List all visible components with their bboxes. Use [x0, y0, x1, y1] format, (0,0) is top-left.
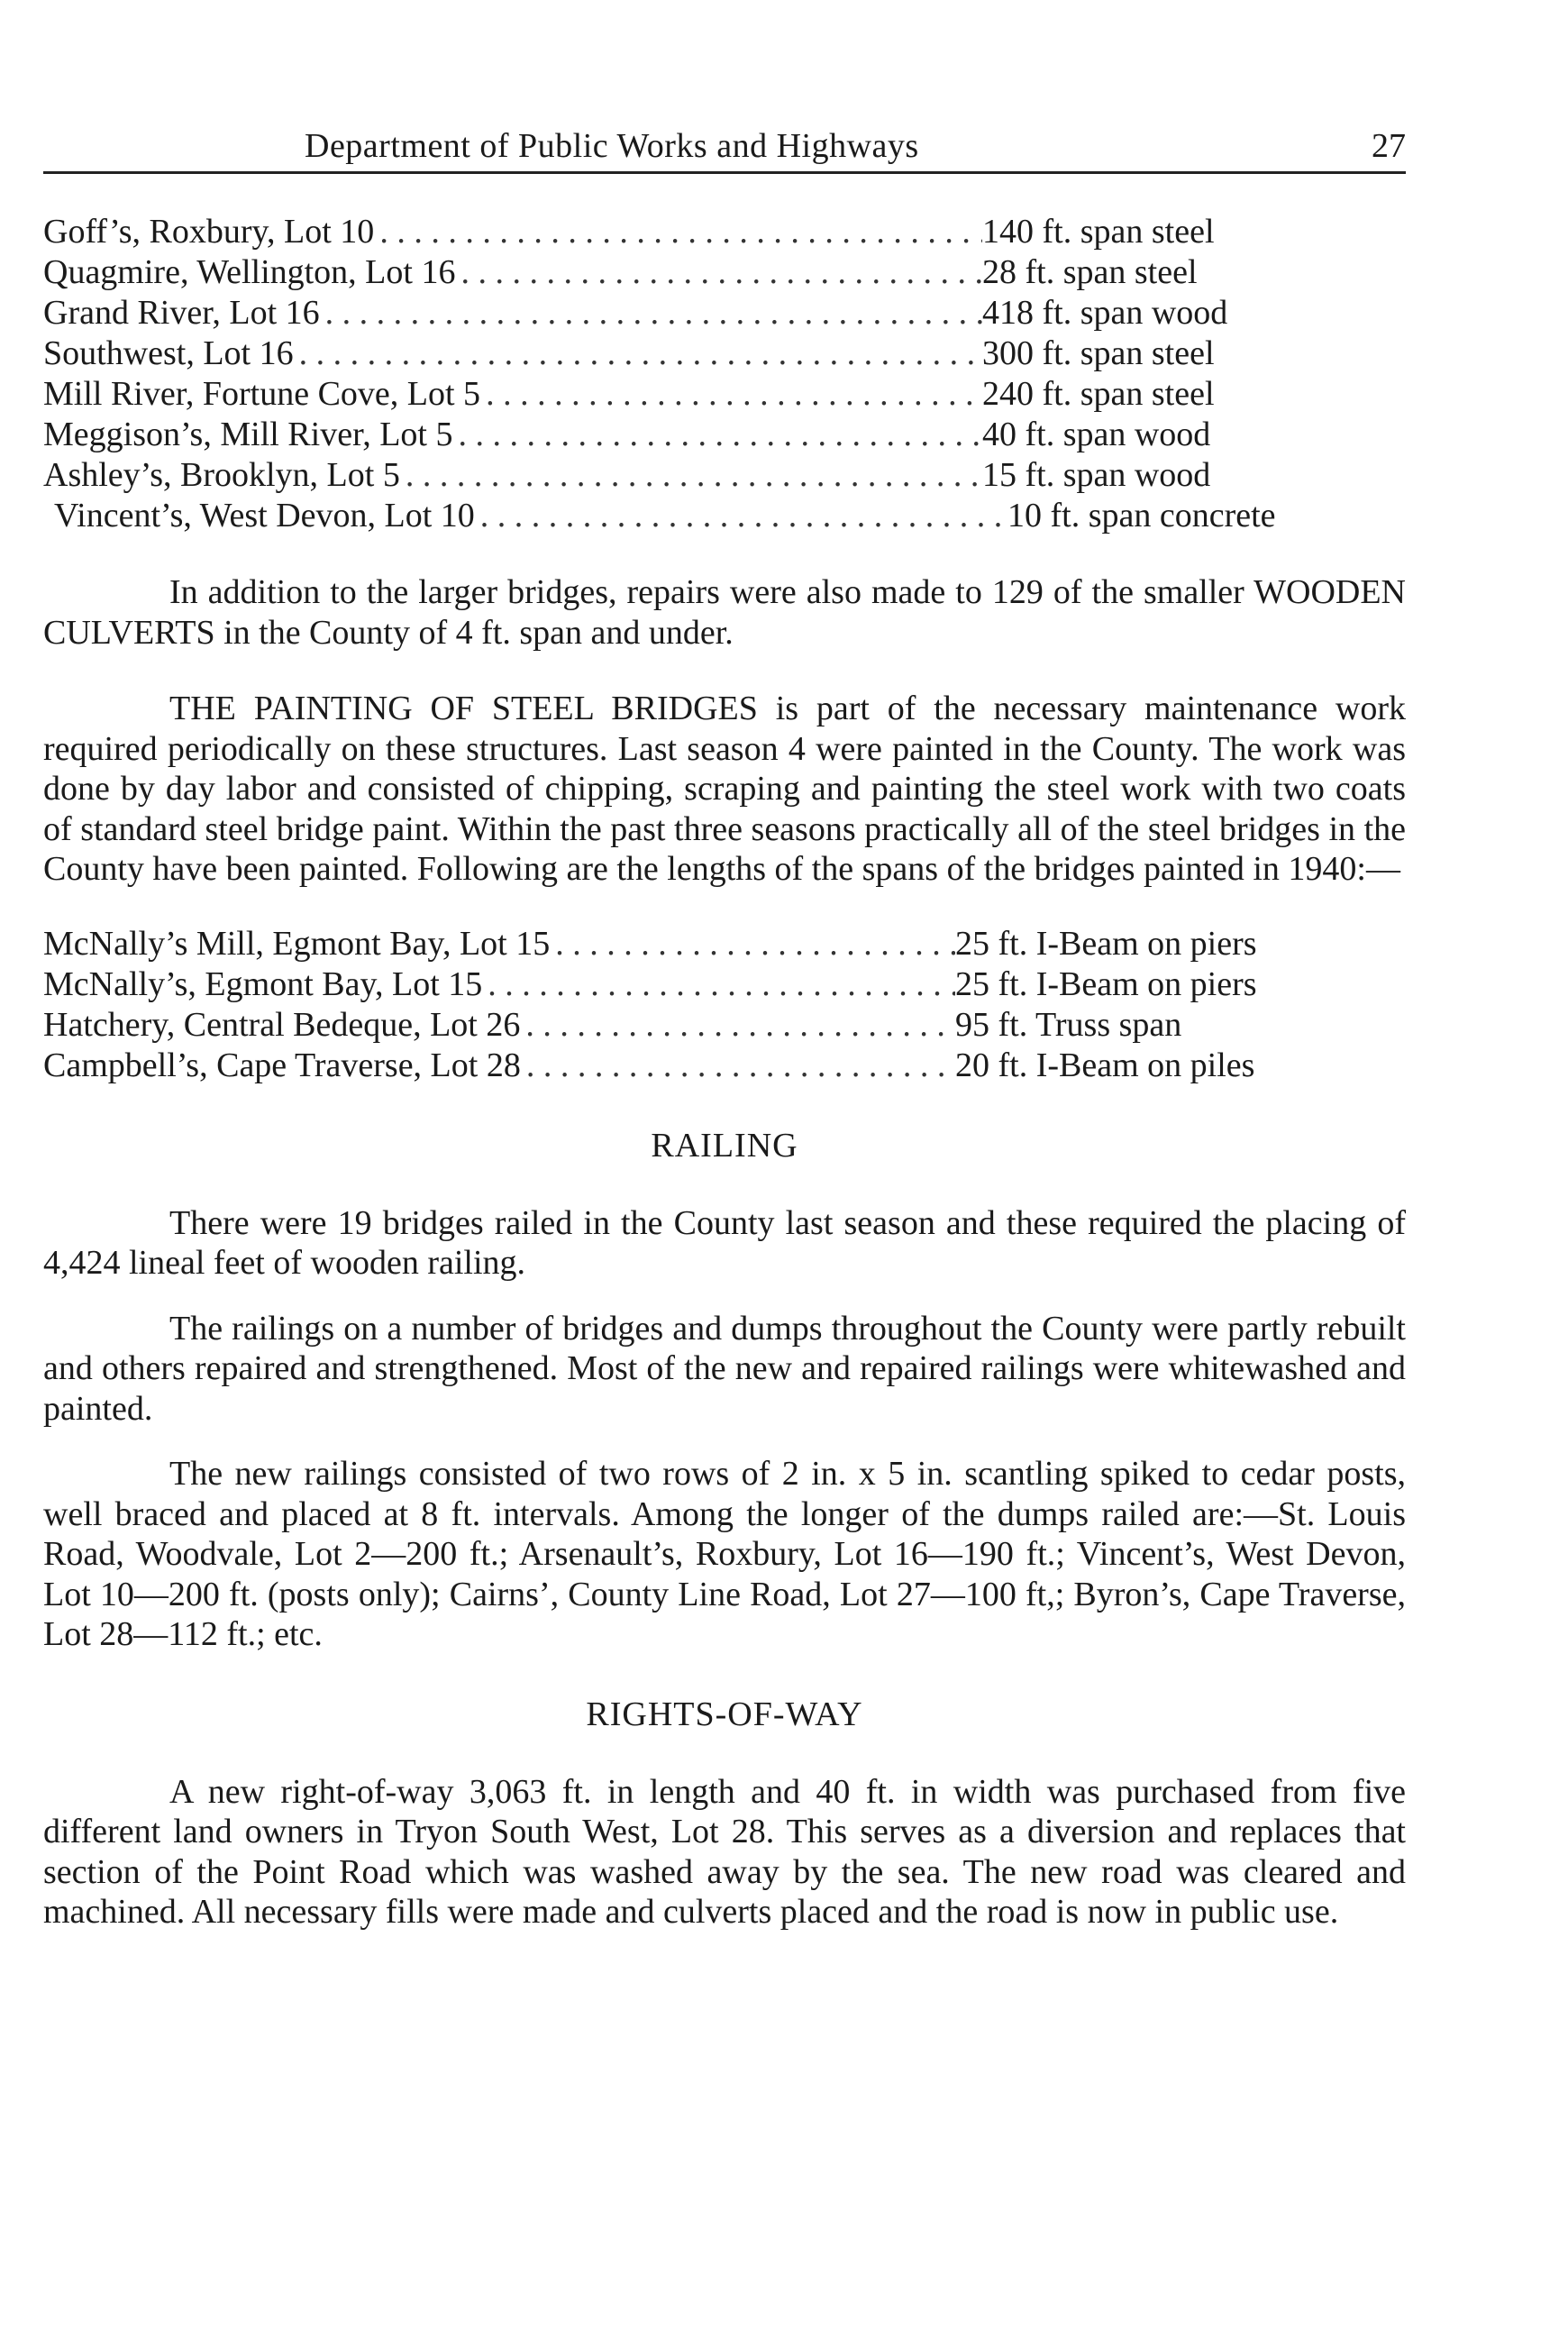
bridge-span: 418 ft. span wood [982, 294, 1228, 332]
bridge-span: 40 ft. span wood [982, 416, 1211, 453]
railing-paragraph-2: The railings on a number of bridges and dumps throughout the County were partly rebuilt and others repaired and strengthened. Most of the new and repaired railings were whitewashed and painted. [43, 1309, 1406, 1428]
railing-paragraph-3: The new railings consisted of two rows of 2 in. x 5 in. scantling spiked to cedar posts, well braced and placed at 8 ft. intervals. Among the longer of the dumps railed are:—St. Louis Road, Woodvale, Lot 2—200 ft.; Arsenault’s, Roxbury, Lot 16—190 ft.; Vincent’s, West Devon, Lot 10—200 ft. (posts only); Cairns’, County Line Road, Lot 27—100 ft,; Byron’s, Cape Traverse, Lot 28—112 ft.; etc. [43, 1455, 1406, 1653]
bridge-span: 140 ft. span steel [982, 213, 1215, 251]
bridge-span: 10 ft. span concrete [1007, 497, 1276, 535]
running-header [43, 117, 1406, 174]
list-item [43, 1005, 1406, 1046]
bridge-name: Hatchery, Central Bedeque, Lot 26 [43, 1005, 521, 1044]
list-item [43, 455, 1406, 496]
bridge-span: 240 ft. span steel [982, 375, 1215, 413]
painted-bridge-list [43, 924, 1406, 1086]
list-item [43, 293, 1406, 334]
bridge-name: Goff’s, Roxbury, Lot 10 [43, 213, 375, 251]
railing-heading: RAILING [651, 1126, 798, 1165]
bridge-span: 300 ft. span steel [982, 334, 1215, 372]
bridge-list [43, 212, 1406, 536]
railing-paragraph-1: There were 19 bridges railed in the County last season and these required the placing of 4,424 lineal feet of wooden railing. [43, 1203, 1406, 1282]
list-item [43, 415, 1406, 455]
list-item [43, 334, 1406, 374]
list-item [43, 1046, 1406, 1086]
rights-of-way-paragraph: A new right-of-way 3,063 ft. in length and 40 ft. in width was purchased from five different land owners in Tryon South West, Lot 28. This serves as a diversion and replaces that section of the Point Road which was washed away by the sea. The new road was cleared and machined. All necessary fills were made and culverts placed and the road is now in public use. [43, 1772, 1406, 1931]
list-item [43, 964, 1406, 1005]
bridge-name: Grand River, Lot 16 [43, 294, 320, 332]
bridge-name: Mill River, Fortune Cove, Lot 5 [43, 375, 481, 413]
bridge-name: McNally’s, Egmont Bay, Lot 15 [43, 964, 483, 1003]
list-item [43, 374, 1406, 415]
bridge-name: Campbell’s, Cape Traverse, Lot 28 [43, 1046, 521, 1084]
bridge-name: McNally’s Mill, Egmont Bay, Lot 15 [43, 924, 551, 963]
painting-paragraph: THE PAINTING OF STEEL BRIDGES is part of the necessary maintenance work required periodically on these structures. Last season 4 were painted in the County. The work was done by day labor and consisted of chipping, scraping and painting the steel work with two coats of standard steel bridge paint. Within the past three seasons practically all of the steel bridges in the County have been painted. Following are the lengths of the spans of the bridges painted in 1940:— [43, 690, 1406, 888]
bridge-name: Southwest, Lot 16 [43, 334, 294, 372]
bridge-span: 25 ft. I-Beam on piers [955, 964, 1257, 1003]
bridge-span: 95 ft. Truss span [955, 1005, 1182, 1044]
bridge-name: Ashley’s, Brooklyn, Lot 5 [43, 456, 400, 494]
bridge-name: Vincent’s, West Devon, Lot 10 [54, 497, 475, 535]
bridge-span: 15 ft. span wood [982, 456, 1211, 494]
list-item [43, 924, 1406, 964]
list-item [43, 212, 1406, 252]
bridge-name: Quagmire, Wellington, Lot 16 [43, 253, 456, 291]
culverts-paragraph: In addition to the larger bridges, repairs were also made to 129 of the smaller WOODEN CULVERTS in the County of 4 ft. span and under. [43, 573, 1406, 652]
document-page [43, 117, 1406, 1933]
header-title: Department of Public Works and Highways [305, 127, 919, 165]
bridge-span: 28 ft. span steel [982, 253, 1198, 291]
list-item [43, 496, 1431, 536]
list-item [43, 252, 1406, 293]
rights-of-way-heading: RIGHTS-OF-WAY [586, 1695, 863, 1733]
bridge-span: 20 ft. I-Beam on piles [955, 1046, 1255, 1084]
page-number: 27 [1372, 127, 1406, 165]
bridge-name: Meggison’s, Mill River, Lot 5 [43, 416, 453, 453]
bridge-span: 25 ft. I-Beam on piers [955, 924, 1257, 963]
